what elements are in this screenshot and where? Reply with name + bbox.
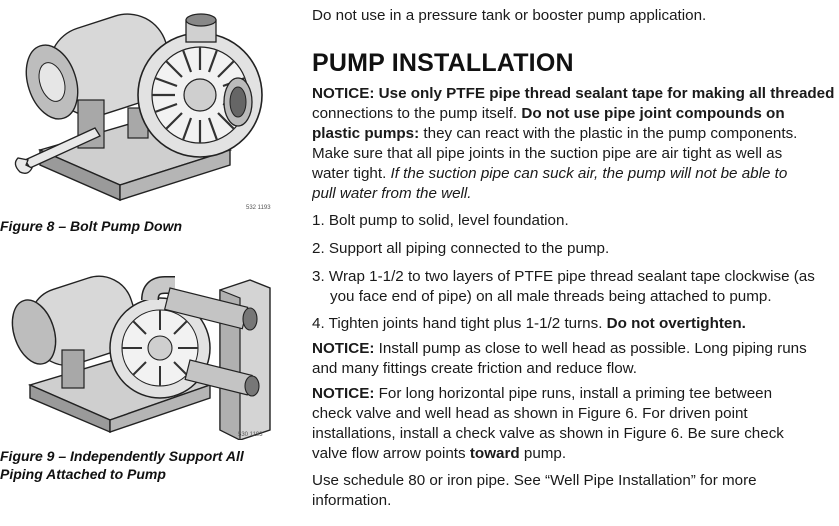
closing-line-2: information. xyxy=(312,492,392,509)
pump-bolted-illustration xyxy=(0,0,290,210)
bold-warning: Do not overtighten. xyxy=(606,315,746,332)
bold-warning: plastic pumps: xyxy=(312,125,420,142)
notice-3-line-2: check valve and well head as shown in Figure 6. For driven point xyxy=(312,405,748,422)
notice-1-line-1 xyxy=(312,84,834,104)
text-run: valve flow arrow points xyxy=(312,445,470,462)
notice-label: NOTICE: xyxy=(312,385,375,402)
text-run: For long horizontal pipe runs, install a priming tee between xyxy=(374,385,773,402)
figure-9-caption-line-2: Piping Attached to Pump xyxy=(0,466,166,482)
figure-9-support-piping xyxy=(0,260,290,440)
notice-3-line-4 xyxy=(312,444,566,464)
notice-1-line-4: Make sure that all pipe joints in the suction pipe are air tight as well as xyxy=(312,145,783,162)
instruction-text-column xyxy=(312,0,839,526)
notice-2-line-2: and many fittings create friction and reduce flow. xyxy=(312,360,638,377)
figure-8-bolt-pump-down xyxy=(0,0,290,210)
bold-warning: Do not use pipe joint compounds on xyxy=(521,105,785,122)
text-run: they can react with the plastic in the pump components. xyxy=(419,125,798,142)
step-1: 1. Bolt pump to solid, level foundation. xyxy=(312,212,569,229)
intro-line: Do not use in a pressure tank or booster pump application. xyxy=(312,7,707,24)
text-run: water tight. xyxy=(312,165,391,182)
step-3-line-1: 3. Wrap 1-1/2 to two layers of PTFE pipe thread sealant tape clockwise (as xyxy=(312,268,815,285)
text-run: connections to the pump itself. xyxy=(312,105,522,122)
bold-emphasis: toward xyxy=(469,445,520,462)
figure-9-caption-line-1: Figure 9 – Independently Support All xyxy=(0,448,244,464)
notice-1-line-2 xyxy=(312,104,785,124)
figure-8-caption: Figure 8 – Bolt Pump Down xyxy=(0,218,183,234)
figure-8-code: 532 1193 xyxy=(246,205,271,211)
pump-piping-support-illustration xyxy=(0,260,290,440)
text-run: Install pump as close to well head as possible. Long piping runs xyxy=(374,340,807,357)
closing-line-1: Use schedule 80 or iron pipe. See “Well Pipe Installation” for more xyxy=(312,472,757,489)
notice-3-line-1 xyxy=(312,384,772,404)
notice-3-line-3: installations, install a check valve as shown in Figure 6. Be sure check xyxy=(312,425,784,442)
notice-label: NOTICE: xyxy=(312,340,375,357)
text-run: 4. Tighten joints hand tight plus 1-1/2 turns. xyxy=(312,315,607,332)
notice-1-line-3 xyxy=(312,124,797,144)
figure-9-code: 530 1193 xyxy=(238,432,263,438)
notice-1-line-5 xyxy=(312,164,787,184)
step-4 xyxy=(312,314,746,334)
step-2: 2. Support all piping connected to the pump. xyxy=(312,240,610,257)
figure-column xyxy=(0,0,290,526)
italic-note: If the suction pipe can suck air, the pump will not be able to xyxy=(390,165,788,182)
notice-2-line-1 xyxy=(312,339,807,359)
section-heading: PUMP INSTALLATION xyxy=(312,49,574,77)
step-3-line-2: you face end of pipe) on all male threads being attached to pump. xyxy=(330,288,772,305)
text-run: pump. xyxy=(519,445,567,462)
notice-1-line-6 xyxy=(312,184,472,204)
italic-note: pull water from the well. xyxy=(312,185,472,202)
notice-label: NOTICE: Use only PTFE pipe thread sealant tape for making all threaded xyxy=(312,85,835,102)
